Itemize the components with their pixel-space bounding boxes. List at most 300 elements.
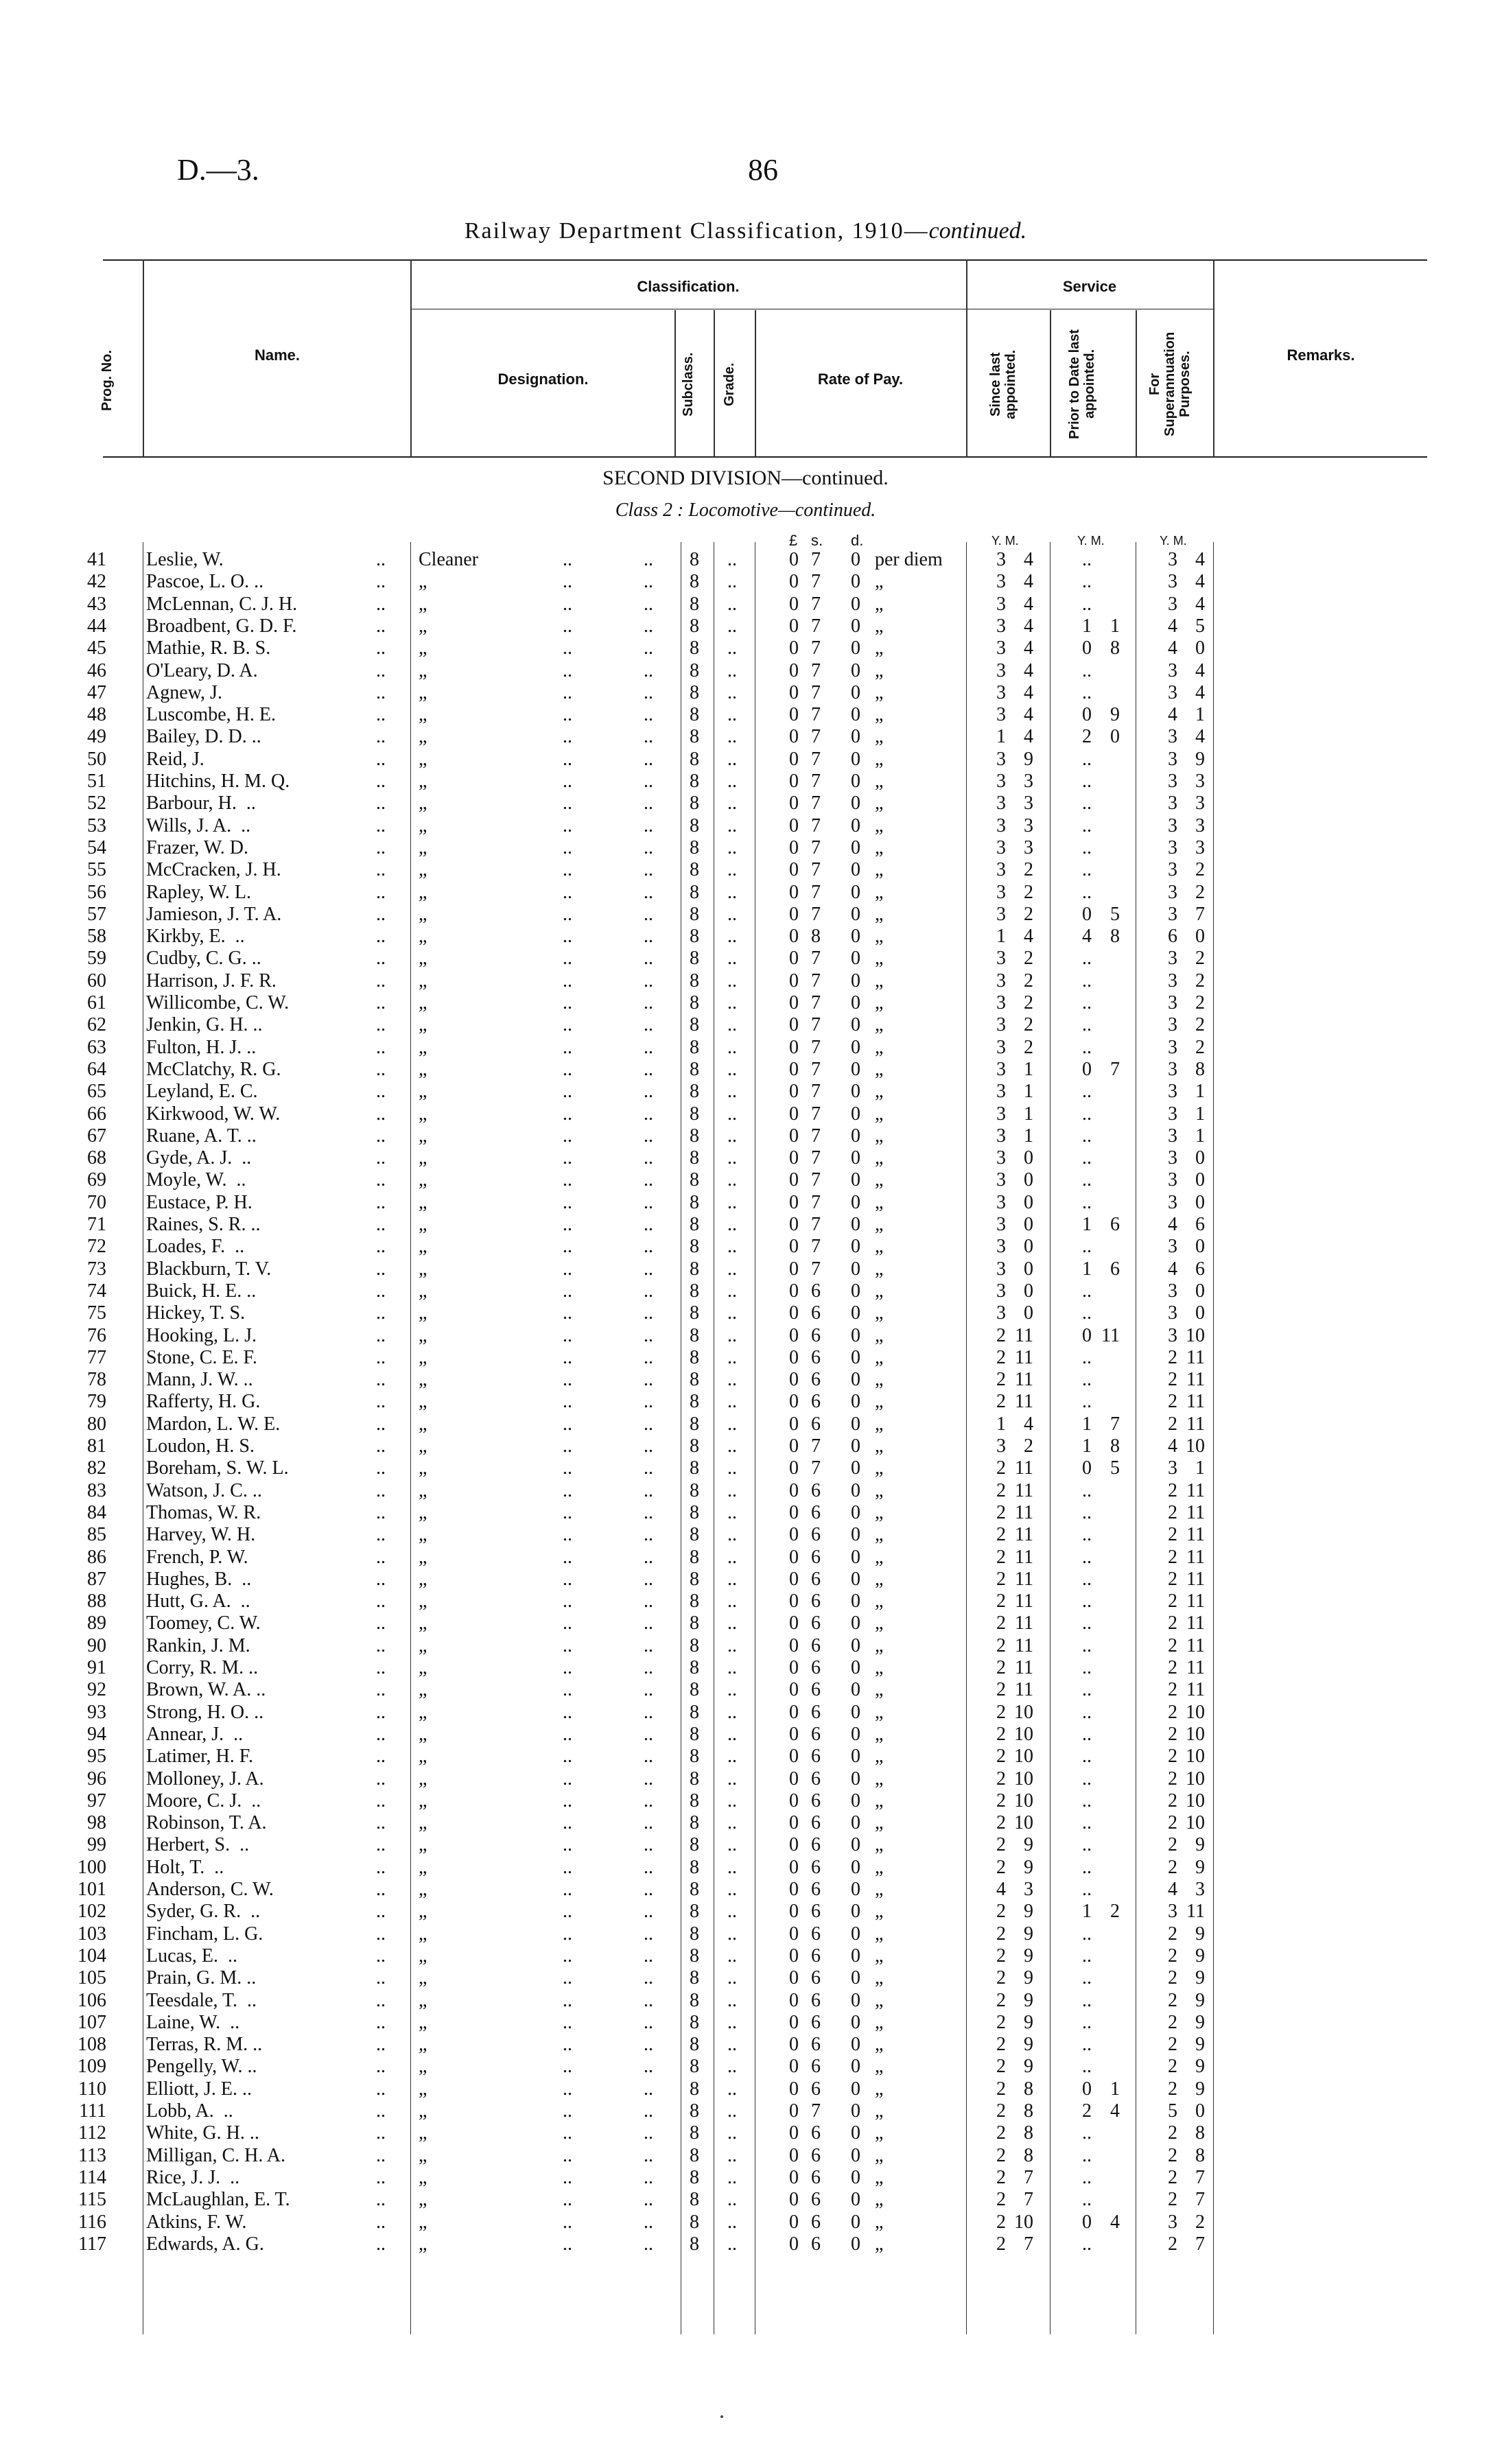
row-shillings: 6: [811, 1989, 821, 2011]
row-pence: 0: [851, 1081, 860, 1103]
table-row: [0, 1302, 1491, 1324]
row-name: Rankin, J. M.: [146, 1634, 250, 1656]
row-since-years: 2: [996, 2166, 1006, 2188]
row-grade: ..: [727, 1701, 737, 1723]
row-leader: ..: [563, 1657, 572, 1678]
row-prior-years: ..: [1082, 2166, 1092, 2188]
row-grade: ..: [727, 2166, 737, 2188]
row-subclass: 8: [690, 1479, 699, 1501]
row-pence: 0: [851, 1634, 860, 1656]
row-subclass: 8: [690, 1812, 699, 1834]
table-row: [0, 859, 1491, 881]
row-prior-months: 7: [1110, 1413, 1120, 1435]
row-leader: ..: [376, 992, 386, 1013]
table-row: [0, 682, 1491, 704]
row-leader: ..: [376, 593, 386, 615]
row-pounds: 0: [789, 1701, 799, 1723]
row-subclass: 8: [690, 2011, 699, 2033]
row-leader: ..: [376, 1258, 386, 1280]
row-shillings: 6: [811, 1723, 821, 1745]
row-super-years: 2: [1168, 1657, 1177, 1678]
row-subclass: 8: [690, 903, 699, 925]
row-per: „: [875, 771, 884, 792]
row-super-years: 3: [1168, 1169, 1177, 1191]
row-super-years: 4: [1168, 704, 1177, 726]
row-grade: ..: [727, 1679, 737, 1701]
table-row: [0, 571, 1491, 593]
row-shillings: 7: [811, 948, 821, 970]
row-since-months: 4: [1024, 593, 1033, 615]
row-pounds: 0: [789, 1524, 799, 1546]
row-name: Terras, R. M. ..: [146, 2034, 263, 2056]
row-leader: ..: [644, 1634, 653, 1656]
row-super-months: 2: [1195, 2211, 1205, 2233]
row-number: 96: [87, 1768, 106, 1790]
unit-pence: d.: [851, 532, 864, 549]
row-designation: „: [419, 593, 427, 615]
row-number: 66: [87, 1103, 106, 1125]
row-prior-years: ..: [1082, 1790, 1092, 1811]
row-leader: ..: [644, 2011, 653, 2033]
row-pence: 0: [851, 1989, 860, 2011]
row-name: Jamieson, J. T. A.: [146, 903, 282, 925]
row-leader: ..: [563, 1568, 572, 1590]
row-subclass: 8: [690, 1036, 699, 1058]
row-prior-months: 6: [1110, 1214, 1120, 1235]
row-pounds: 0: [789, 1657, 799, 1678]
row-super-months: 9: [1195, 1967, 1205, 1989]
row-grade: ..: [727, 1346, 737, 1368]
row-shillings: 6: [811, 2056, 821, 2078]
row-name: Teesdale, T. ..: [146, 1989, 257, 2011]
row-prior-years: ..: [1082, 2056, 1092, 2078]
row-leader: ..: [376, 1169, 386, 1191]
row-designation: „: [419, 836, 427, 858]
row-leader: ..: [376, 2166, 386, 2188]
row-name: Pengelly, W. ..: [146, 2056, 257, 2078]
table-row: [0, 1879, 1491, 1901]
row-name: Atkins, F. W.: [146, 2211, 247, 2233]
row-super-months: 10: [1186, 1812, 1205, 1834]
row-subclass: 8: [690, 1457, 699, 1479]
row-pounds: 0: [789, 926, 799, 948]
row-since-years: 3: [996, 1147, 1006, 1169]
row-leader: ..: [376, 2122, 386, 2144]
row-since-years: 2: [996, 1901, 1006, 1923]
row-grade: ..: [727, 992, 737, 1013]
row-leader: ..: [563, 948, 572, 970]
table-row: [0, 1192, 1491, 1214]
row-leader: ..: [644, 1058, 653, 1080]
row-number: 103: [78, 1923, 106, 1945]
row-leader: ..: [644, 593, 653, 615]
row-since-months: 9: [1024, 2056, 1033, 2078]
row-designation: „: [419, 1036, 427, 1058]
row-prior-years: ..: [1082, 1834, 1092, 1856]
row-grade: ..: [727, 1214, 737, 1235]
row-name: Latimer, H. F.: [146, 1746, 254, 1768]
row-number: 102: [78, 1901, 106, 1923]
row-per: „: [875, 1501, 884, 1523]
row-pounds: 0: [789, 1147, 799, 1169]
col-header-designation: Designation.: [497, 371, 589, 388]
row-pence: 0: [851, 681, 860, 703]
row-grade: ..: [727, 1258, 737, 1280]
row-per: „: [875, 1679, 884, 1701]
row-super-months: 2: [1195, 1014, 1205, 1036]
row-pounds: 0: [789, 659, 799, 681]
row-pounds: 0: [789, 1346, 799, 1368]
row-prior-years: ..: [1082, 881, 1092, 903]
row-super-years: 3: [1168, 1014, 1177, 1036]
row-leader: ..: [644, 1280, 653, 1302]
row-leader: ..: [563, 992, 572, 1013]
unit-since-ym: Y. M.: [991, 534, 1019, 548]
row-since-years: 3: [996, 881, 1006, 903]
row-leader: ..: [563, 1501, 572, 1523]
row-since-months: 11: [1015, 1479, 1033, 1501]
row-super-months: 11: [1186, 1546, 1205, 1568]
row-since-years: 3: [996, 1125, 1006, 1147]
row-name: Stone, C. E. F.: [146, 1346, 257, 1368]
row-per: „: [875, 1346, 884, 1368]
row-designation: „: [419, 1435, 427, 1457]
row-name: Wills, J. A. ..: [146, 814, 251, 836]
table-row: [0, 1746, 1491, 1768]
row-leader: ..: [376, 1191, 386, 1213]
row-name: Raines, S. R. ..: [146, 1214, 261, 1235]
row-since-years: 2: [996, 2100, 1006, 2122]
row-shillings: 6: [811, 1591, 821, 1612]
row-name: Buick, H. E. ..: [146, 1280, 257, 1302]
row-leader: ..: [376, 1125, 386, 1147]
row-super-years: 2: [1168, 2122, 1177, 2144]
row-designation: „: [419, 1834, 427, 1856]
row-number: 42: [87, 571, 106, 593]
row-leader: ..: [563, 1258, 572, 1280]
row-designation: Cleaner: [419, 549, 479, 570]
row-leader: ..: [644, 659, 653, 681]
row-super-years: 4: [1168, 637, 1177, 659]
row-pounds: 0: [789, 1634, 799, 1656]
row-per: „: [875, 1768, 884, 1790]
row-leader: ..: [563, 681, 572, 703]
row-since-months: 0: [1024, 1169, 1033, 1191]
row-grade: ..: [727, 1546, 737, 1568]
row-since-months: 1: [1024, 1081, 1033, 1103]
row-prior-years: ..: [1082, 836, 1092, 858]
row-super-years: 3: [1168, 1147, 1177, 1169]
table-row: [0, 1923, 1491, 1945]
row-since-years: 3: [996, 1036, 1006, 1058]
row-subclass: 8: [690, 836, 699, 858]
row-since-months: 10: [1014, 1768, 1033, 1790]
row-per: „: [875, 1014, 884, 1036]
row-leader: ..: [644, 1081, 653, 1103]
row-since-months: 4: [1024, 549, 1033, 570]
row-leader: ..: [644, 1612, 653, 1634]
row-super-months: 7: [1195, 2233, 1205, 2255]
row-per: „: [875, 948, 884, 970]
row-subclass: 8: [690, 637, 699, 659]
row-shillings: 6: [811, 1501, 821, 1523]
row-grade: ..: [727, 1147, 737, 1169]
table-row: [0, 1945, 1491, 1967]
row-leader: ..: [644, 1147, 653, 1169]
row-per: „: [875, 1435, 884, 1457]
row-grade: ..: [727, 1768, 737, 1790]
row-shillings: 7: [811, 1058, 821, 1080]
row-shillings: 7: [811, 615, 821, 637]
row-leader: ..: [376, 1236, 386, 1258]
row-super-years: 2: [1168, 1834, 1177, 1856]
row-shillings: 7: [811, 704, 821, 726]
row-pence: 0: [851, 948, 860, 970]
row-leader: ..: [644, 2233, 653, 2255]
class-heading: Class 2 : Locomotive—continued.: [615, 500, 876, 521]
table-row: [0, 1037, 1491, 1059]
row-leader: ..: [376, 1036, 386, 1058]
row-leader: ..: [376, 1501, 386, 1523]
row-since-years: 3: [996, 1103, 1006, 1125]
row-since-years: 2: [996, 1657, 1006, 1678]
row-grade: ..: [727, 926, 737, 948]
row-name: Lucas, E. ..: [146, 1945, 237, 1967]
row-number: 94: [87, 1723, 106, 1745]
row-since-years: 3: [996, 681, 1006, 703]
row-leader: ..: [563, 1435, 572, 1457]
row-super-months: 10: [1186, 1324, 1205, 1346]
row-super-months: 11: [1186, 1591, 1205, 1612]
row-leader: ..: [644, 926, 653, 948]
row-leader: ..: [563, 1479, 572, 1501]
row-since-months: 9: [1024, 1901, 1033, 1923]
row-since-years: 2: [996, 1546, 1006, 1568]
row-since-months: 9: [1024, 2011, 1033, 2033]
row-pence: 0: [851, 1546, 860, 1568]
row-prior-years: ..: [1082, 1923, 1092, 1945]
row-since-years: 2: [996, 2211, 1006, 2233]
row-pounds: 0: [789, 2233, 799, 2255]
row-shillings: 7: [811, 793, 821, 814]
row-grade: ..: [727, 1879, 737, 1900]
row-subclass: 8: [690, 2144, 699, 2166]
row-leader: ..: [563, 1723, 572, 1745]
row-pence: 0: [851, 1125, 860, 1147]
row-subclass: 8: [690, 1501, 699, 1523]
unit-super-ym: Y. M.: [1160, 534, 1187, 548]
row-designation: „: [419, 814, 427, 836]
row-number: 58: [87, 926, 106, 948]
row-number: 88: [87, 1591, 106, 1612]
row-subclass: 8: [690, 1901, 699, 1923]
row-leader: ..: [563, 1324, 572, 1346]
row-subclass: 8: [690, 2078, 699, 2100]
row-shillings: 6: [811, 2011, 821, 2033]
row-super-months: 11: [1186, 1524, 1205, 1546]
row-designation: „: [419, 1945, 427, 1967]
row-since-months: 10: [1014, 1701, 1033, 1723]
row-name: Broadbent, G. D. F.: [146, 615, 297, 637]
row-since-years: 2: [996, 2011, 1006, 2033]
row-pence: 0: [851, 2078, 860, 2100]
row-shillings: 6: [811, 1302, 821, 1324]
row-leader: ..: [644, 2122, 653, 2144]
row-leader: ..: [563, 1191, 572, 1213]
row-per: „: [875, 1214, 884, 1235]
row-grade: ..: [727, 948, 737, 970]
row-super-years: 3: [1168, 948, 1177, 970]
row-leader: ..: [563, 859, 572, 881]
row-designation: „: [419, 992, 427, 1013]
row-leader: ..: [644, 1834, 653, 1856]
row-leader: ..: [376, 2056, 386, 2078]
row-since-years: 2: [996, 1790, 1006, 1811]
row-prior-years: ..: [1082, 1945, 1092, 1967]
row-designation: „: [419, 1634, 427, 1656]
row-shillings: 7: [811, 1169, 821, 1191]
row-subclass: 8: [690, 1524, 699, 1546]
row-leader: ..: [376, 814, 386, 836]
row-pence: 0: [851, 1147, 860, 1169]
row-leader: ..: [376, 1768, 386, 1790]
row-since-years: 2: [996, 1679, 1006, 1701]
row-grade: ..: [727, 593, 737, 615]
row-super-years: 3: [1168, 1324, 1177, 1346]
row-pounds: 0: [789, 1568, 799, 1590]
row-pence: 0: [851, 814, 860, 836]
row-pence: 0: [851, 859, 860, 881]
row-prior-years: 0: [1082, 637, 1092, 659]
row-leader: ..: [644, 1346, 653, 1368]
row-since-months: 10: [1014, 2211, 1033, 2233]
row-super-months: 4: [1195, 659, 1205, 681]
row-leader: ..: [376, 859, 386, 881]
row-name: Rapley, W. L.: [146, 881, 251, 903]
row-number: 95: [87, 1746, 106, 1768]
row-subclass: 8: [690, 1679, 699, 1701]
row-super-months: 11: [1186, 1369, 1205, 1391]
row-prior-months: 6: [1110, 1258, 1120, 1280]
row-pounds: 0: [789, 1501, 799, 1523]
row-super-years: 3: [1168, 836, 1177, 858]
row-grade: ..: [727, 1568, 737, 1590]
table-row: [0, 2189, 1491, 2211]
row-since-months: 4: [1024, 1413, 1033, 1435]
row-prior-years: 1: [1082, 1214, 1092, 1235]
row-prior-years: ..: [1082, 1657, 1092, 1678]
row-designation: „: [419, 2100, 427, 2122]
row-per: „: [875, 1324, 884, 1346]
row-leader: ..: [563, 1413, 572, 1435]
row-pence: 0: [851, 748, 860, 770]
row-designation: „: [419, 1280, 427, 1302]
table-row: [0, 1612, 1491, 1634]
row-since-months: 9: [1024, 1834, 1033, 1856]
row-grade: ..: [727, 571, 737, 593]
row-per: „: [875, 1657, 884, 1678]
row-subclass: 8: [690, 1236, 699, 1258]
row-grade: ..: [727, 1479, 737, 1501]
row-prior-years: ..: [1082, 2144, 1092, 2166]
table-top-rule: [103, 259, 1427, 261]
row-designation: „: [419, 1989, 427, 2011]
row-name: Hooking, L. J.: [146, 1324, 257, 1346]
row-pounds: 0: [789, 1014, 799, 1036]
row-subclass: 8: [690, 1302, 699, 1324]
row-leader: ..: [563, 1901, 572, 1923]
row-grade: ..: [727, 1036, 737, 1058]
row-number: 62: [87, 1014, 106, 1036]
row-leader: ..: [376, 793, 386, 814]
row-grade: ..: [727, 793, 737, 814]
row-designation: „: [419, 1324, 427, 1346]
row-since-months: 4: [1024, 681, 1033, 703]
row-shillings: 6: [811, 1524, 821, 1546]
row-number: 83: [87, 1479, 106, 1501]
table-row: [0, 660, 1491, 682]
row-since-years: 2: [996, 1457, 1006, 1479]
row-grade: ..: [727, 970, 737, 992]
row-since-years: 2: [996, 1346, 1006, 1368]
row-grade: ..: [727, 1856, 737, 1878]
row-grade: ..: [727, 704, 737, 726]
row-leader: ..: [644, 1723, 653, 1745]
row-super-months: 3: [1195, 793, 1205, 814]
row-super-months: 11: [1186, 1346, 1205, 1368]
row-since-months: 11: [1015, 1657, 1033, 1678]
row-since-months: 2: [1024, 1014, 1033, 1036]
row-leader: ..: [563, 1036, 572, 1058]
row-prior-years: 4: [1082, 926, 1092, 948]
row-pence: 0: [851, 1723, 860, 1745]
row-super-years: 3: [1168, 1457, 1177, 1479]
row-prior-years: 0: [1082, 1058, 1092, 1080]
row-designation: „: [419, 2078, 427, 2100]
row-per: „: [875, 1479, 884, 1501]
row-super-months: 0: [1195, 2100, 1205, 2122]
row-pounds: 0: [789, 1058, 799, 1080]
row-grade: ..: [727, 836, 737, 858]
row-number: 114: [78, 2166, 106, 2188]
row-per: „: [875, 748, 884, 770]
row-leader: ..: [376, 1879, 386, 1900]
row-super-years: 3: [1168, 1236, 1177, 1258]
row-pence: 0: [851, 1391, 860, 1413]
row-pence: 0: [851, 1014, 860, 1036]
row-pence: 0: [851, 1612, 860, 1634]
row-shillings: 6: [811, 2034, 821, 2056]
row-grade: ..: [727, 1901, 737, 1923]
row-shillings: 7: [811, 836, 821, 858]
row-designation: „: [419, 859, 427, 881]
row-pence: 0: [851, 1236, 860, 1258]
row-leader: ..: [376, 1568, 386, 1590]
row-super-years: 2: [1168, 2166, 1177, 2188]
row-leader: ..: [644, 1746, 653, 1768]
row-subclass: 8: [690, 1591, 699, 1612]
row-since-months: 11: [1015, 1457, 1033, 1479]
row-leader: ..: [644, 2189, 653, 2211]
row-super-years: 2: [1168, 2144, 1177, 2166]
row-shillings: 7: [811, 748, 821, 770]
row-leader: ..: [563, 1280, 572, 1302]
row-shillings: 7: [811, 992, 821, 1013]
row-designation: „: [419, 1479, 427, 1501]
row-leader: ..: [644, 1790, 653, 1811]
row-leader: ..: [644, 1967, 653, 1989]
row-leader: ..: [376, 2233, 386, 2255]
